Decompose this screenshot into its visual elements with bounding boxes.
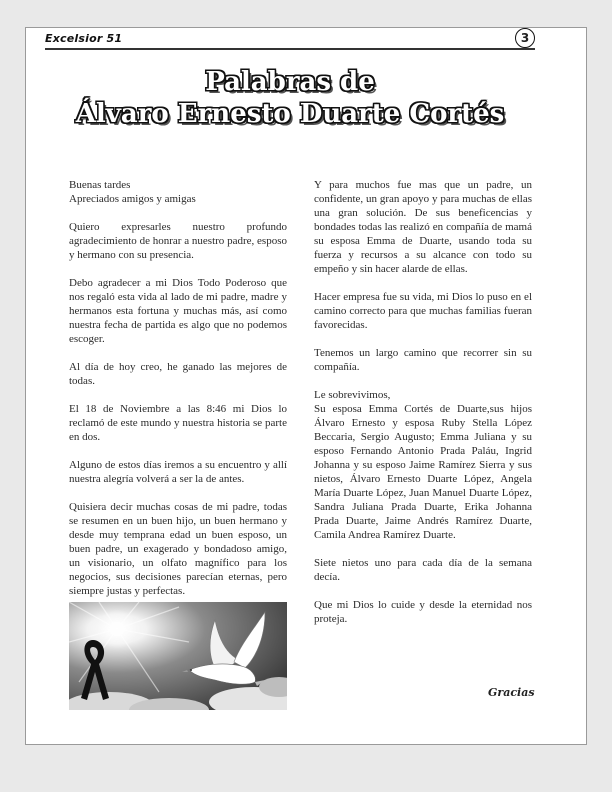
right-column bbox=[314, 178, 532, 640]
paragraph: Al día de hoy creo, he ganado las mejores de todas. bbox=[69, 361, 287, 387]
title-line-2: Álvaro Ernesto Duarte Cortés bbox=[75, 99, 505, 129]
memorial-photo-graphic bbox=[69, 602, 287, 710]
masthead: Excelsior 51 bbox=[45, 32, 123, 45]
paragraph: Y para muchos fue mas que un padre, un confidente, un gran apoyo y para muchas de ellas una gran solución. De sus beneficencias y bondades todas las realizó en compañía de mamá su esposa Emma de Duarte, usando toda su fuerza y recursos a su alcance con todo su empeño y sin hacer alarde de ellas. bbox=[314, 179, 532, 275]
paragraph: Que mi Dios lo cuide y desde la eternidad nos proteja. bbox=[314, 599, 532, 625]
article-title bbox=[40, 66, 540, 130]
paragraph: Siete nietos uno para cada día de la semana decía. bbox=[314, 557, 532, 583]
paragraph: Alguno de estos días iremos a su encuentro y allí nuestra alegría volverá a ser la de antes. bbox=[69, 459, 287, 485]
memorial-photo bbox=[69, 602, 287, 710]
paragraph: Quisiera decir muchas cosas de mi padre, todas se resumen en un buen hijo, un buen hermano y desde muy temprana edad un buen esposo, un buen padre, un exagerado y bondadoso amigo, un visionario, un olfato magnífico para los negocios, sus decisiones parecían eternas, pero siempre justas y perfectas. bbox=[69, 501, 287, 597]
title-line-1: Palabras de bbox=[205, 67, 375, 97]
greeting-paragraph: Buenas tardes Apreciados amigos y amigas bbox=[69, 179, 196, 205]
paragraph: Quiero expresarles nuestro profundo agradecimiento de honrar a nuestro padre, esposo y hermano con su presencia. bbox=[69, 221, 287, 261]
page-header bbox=[45, 32, 535, 54]
survivors-paragraph: Le sobrevivimos, Su esposa Emma Cortés de Duarte,sus hijos Álvaro Ernesto y esposa Ruby Stella López Beccaria, Sergio Augusto; Emma Juliana y su esposo Fernando Antonio Prada Paláu, Ingrid Johanna y su esposo Jaime Ramírez Sierra y sus nietos, Álvaro Ernesto Duarte López, Angela María Duarte López, Juan Manuel Duarte López, Sandra Juliana Prada Duarte, Erika Johanna Prada Duarte, Jaime Andrés Ramírez Duarte, Camila Andrea Ramírez Duarte. bbox=[314, 389, 532, 541]
left-column bbox=[69, 178, 287, 612]
signoff-text: Gracias bbox=[488, 686, 535, 699]
header-rule bbox=[45, 48, 535, 50]
paragraph: Tenemos un largo camino que recorrer sin su compañía. bbox=[314, 347, 532, 373]
paragraph: El 18 de Noviembre a las 8:46 mi Dios lo reclamó de este mundo y nuestra historia se parte en dos. bbox=[69, 403, 287, 443]
paragraph: Debo agradecer a mi Dios Todo Poderoso que nos regaló esta vida al lado de mi padre, madre y hermanos esta fortuna y muchas más, así como nuestra fecha de partida es algo que no podemos escoger. bbox=[69, 277, 287, 345]
page-number-badge: 3 bbox=[515, 28, 535, 48]
paragraph: Hacer empresa fue su vida, mi Dios lo puso en el camino correcto para que muchas familias fueran favorecidas. bbox=[314, 291, 532, 331]
